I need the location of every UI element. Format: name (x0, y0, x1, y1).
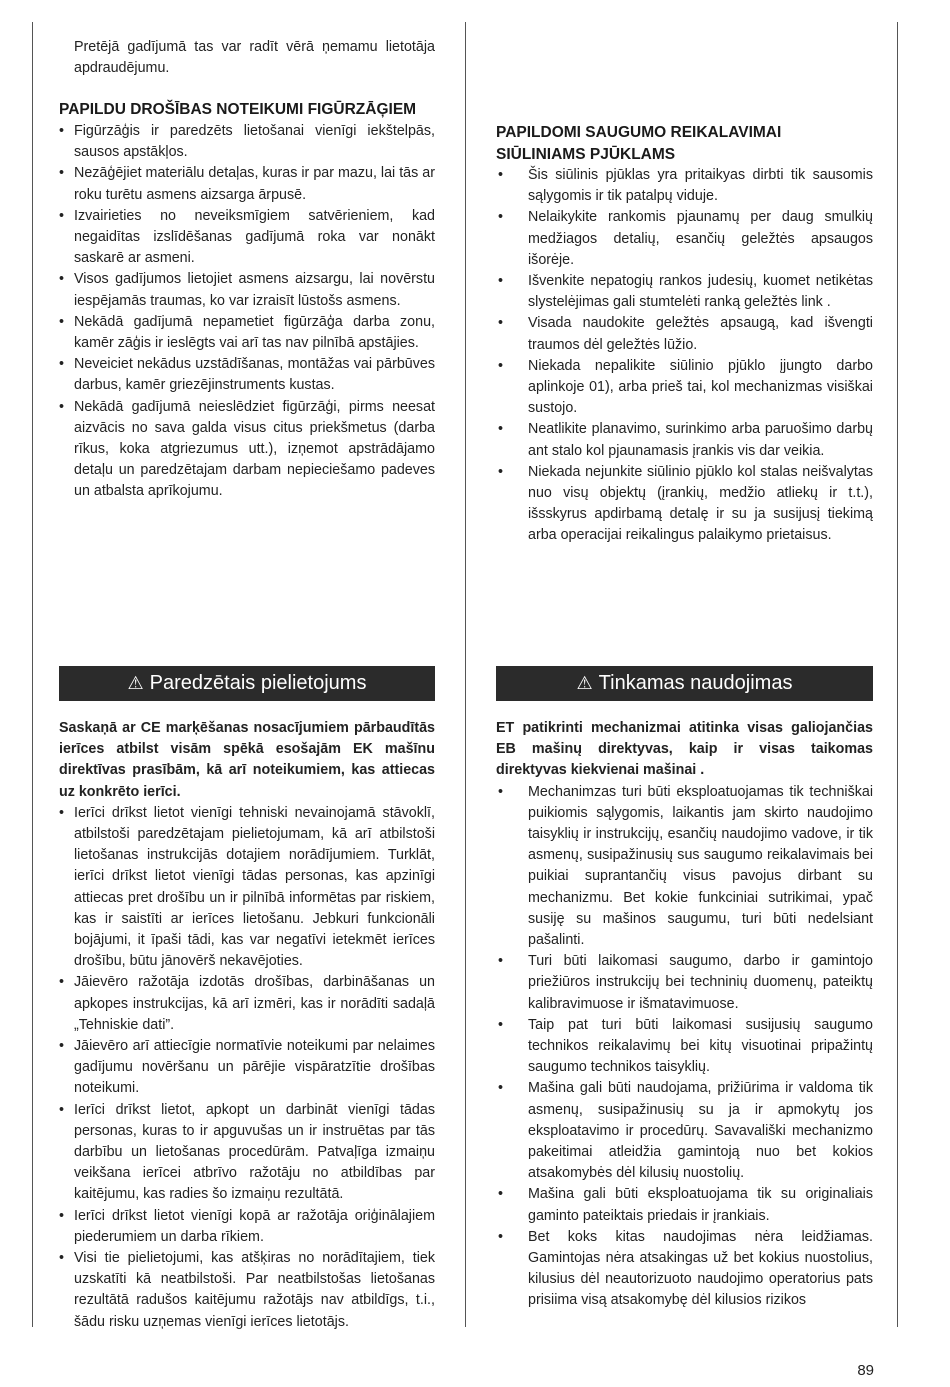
list-item: • Bet koks kitas naudojimas nėra leidžiamas. Gamintojas nėra atsakingas už bet kokius nuostolius, kilusius dėl neautorizuoto naudojimo operatorius pats prisiima visą atsakomybę dėl kilusios rizikos (498, 1228, 873, 1309)
list-item: • Nezāģējiet materiālu detaļas, kuras ir par mazu, lai tās ar roku turētu asmens aizsarga ārpusē. (59, 165, 435, 203)
list-item: • Išvenkite nepatogių rankos judesių, kuomet netikėtas slystelėjimas gali stumtelėti ranką geležtės link . (498, 273, 873, 311)
list-item: • Ierīci drīkst lietot vienīgi tehniski nevainojamā stāvoklī, atbilstoši paredzētajam pielietojumam, kā arī atbilstoši lietošanas instrukcijās dotajiem norādījumiem. Turklāt, ierīci drīkst lietot vienīgi tādas personas, kas apzinīgi attiecas pret drošību un ir pilnībā informētas par riskiem, kas ir saistīti ar ierīces lietošanu. Jebkuri funkcionāli bojājumi, it īpaši tādi, kas var negatīvi ietekmēt ierīces drošību, būtu jānovērš nekavējoties. (59, 804, 435, 970)
bullet-icon: • (498, 463, 504, 480)
page-number: 89 (857, 1362, 874, 1379)
bullet-icon: • (498, 273, 504, 290)
bullet-icon: • (498, 1080, 504, 1097)
list-item: • Nelaikykite rankomis pjaunamų per daug smulkių medžiagos detalių, esančių geležtės apsaugos išorėje. (498, 209, 873, 268)
lead-paragraph-lv: Saskaņā ar CE marķēšanas nosacījumiem pārbaudītās ierīces atbilst visām spēkā esošajām EK mašīnu direktīvas prasībām, kā arī noteikumiem, kas attiecas uz konkrēto ierīci. (59, 720, 435, 800)
bullet-icon: • (59, 207, 65, 224)
usage-bullet-list-lt (496, 782, 873, 1312)
safety-bullet-list-lt (496, 165, 873, 547)
list-item: • Visada naudokite geležtės apsaugą, kad išvengti traumos dėl geležtės lūžio. (498, 315, 873, 353)
list-item: • Niekada nejunkite siūlinio pjūklo kol stalas neišvalytas nuo visų objektų (įrankių, medžio atliekų ir t.t.), išsskyrus apdirbamą detalę ir su ja susijusį tiekimą arba operacijai reikalingus palaikymo prietaisus. (498, 463, 873, 544)
bullet-icon: • (498, 1228, 504, 1245)
right-margin-line (897, 22, 898, 1327)
bullet-icon: • (498, 357, 504, 374)
section-bar-intended-use-lv (59, 666, 435, 701)
list-item: • Jāievēro ražotāja izdotās drošības, darbināšanas un apkopes instrukcijas, kā arī izmēri, kas ir norādīti sadaļā „Tehniskie dati”. (59, 974, 435, 1033)
bullet-icon: • (59, 313, 65, 330)
bullet-icon: • (498, 421, 504, 438)
list-item: • Ierīci drīkst lietot, apkopt un darbināt vienīgi tādas personas, kuras to ir apguvušas un ir instruētas par tās darbību un lietošanas procedūrām. Patvaļīga izmaiņu veikšana ierīcei atbrīvo ražotāju no atbildības par kaitējumu, kas radies šo izmaiņu rezultātā. (59, 1101, 435, 1203)
list-item: • Mašina gali būti naudojama, prižiūrima ir valdoma tik asmenų, susipažinusių su ja ir apmokytų jos eksploatavimo ir procedūrų. Savavališki mechanizmo pakeitimai atleidžia gamintoją nuo bet kokios atsakomybės dėl kilusių nuostolių. (498, 1080, 873, 1182)
bullet-icon: • (498, 1186, 504, 1203)
section-heading-lv: PAPILDU DROŠĪBAS NOTEIKUMI FIGŪRZĀĢIEM (59, 101, 417, 119)
list-item: • Izvairieties no neveiksmīgiem satvērieniem, kad negaidītas izslīdēšanas gadījumā roka var nonākt saskarē ar asmeni. (59, 207, 435, 267)
list-item: • Visos gadījumos lietojiet asmens aizsargu, lai novērstu iespējamās traumas, ko var izraisīt lūstošs asmens. (59, 271, 435, 309)
section-bar-title: Paredzētais pielietojums (149, 672, 367, 694)
right-bottom-section (496, 718, 873, 1312)
bullet-icon: • (59, 1101, 65, 1118)
list-item: • Neveiciet nekādus uzstādīšanas, montāžas vai pārbūves darbus, kamēr griezējinstruments kustas. (59, 356, 435, 394)
bullet-icon: • (59, 974, 65, 991)
bullet-icon: • (498, 315, 504, 332)
bullet-icon: • (498, 783, 504, 800)
bullet-icon: • (498, 953, 504, 970)
list-item: • Mašina gali būti eksploatuojama tik su originaliais gaminto pateiktais priedais ir įrankiais. (498, 1186, 873, 1224)
left-top-section (59, 37, 435, 503)
section-bar-title: Tinkamas naudojimas (598, 672, 793, 694)
list-item: • Taip pat turi būti laikomasi susijusių saugumo technikos reikalavimų bei kitų visuotinai pripažintų saugumo technikos taisyklių. (498, 1016, 873, 1076)
safety-bullet-list-lv (59, 121, 435, 503)
bullet-icon: • (498, 209, 504, 226)
bullet-icon: • (59, 271, 65, 288)
list-item: • Ierīci drīkst lietot vienīgi kopā ar ražotāja oriģinālajiem piederumiem un darba rīkiem. (59, 1207, 435, 1245)
left-bottom-section (59, 718, 435, 1333)
section-heading-lt: PAPILDOMI SAUGUMO REIKALAVIMAI SIŪLINIAMS PJŪKLAMS (496, 124, 782, 163)
list-item: • Neatlikite planavimo, surinkimo arba paruošimo darbų ant stalo kol pjaunamasis įrankis vis dar veikia. (498, 421, 873, 459)
list-item: • Visi tie pielietojumi, kas atšķiras no norādītajiem, tiek uzskatīti kā neatbilstoši. Par neatbilstošas lietošanas rezultātā radušos kaitējumu ražotājs nav atbildīgs, t.i., šādu risku uzņemas vienīgi ierīces lietotājs. (59, 1250, 435, 1330)
bullet-icon: • (59, 1207, 65, 1224)
bullet-icon: • (59, 165, 65, 182)
usage-bullet-list-lv (59, 803, 435, 1333)
right-top-section (496, 122, 873, 547)
list-item: • Nekādā gadījumā nepametiet figūrzāģa darba zonu, kamēr zāģis ir ieslēgts vai arī tas nav pilnībā apstājies. (59, 313, 435, 351)
bullet-icon: • (59, 1250, 65, 1267)
warning-triangle-icon: ⚠ (127, 673, 144, 693)
bullet-icon: • (59, 804, 65, 821)
lead-paragraph-lt: ET patikrinti mechanizmai atitinka visas galiojančias EB mašinų direktyvas, kaip ir visas taikomas direktyvas kiekvienai mašinai . (496, 720, 873, 779)
bullet-icon: • (59, 122, 65, 139)
list-item: • Figūrzāģis ir paredzēts lietošanai vienīgi iekštelpās, sausos apstākļos. (59, 122, 435, 161)
section-bar-intended-use-lt (496, 666, 873, 701)
bullet-icon: • (59, 1038, 65, 1055)
warning-triangle-icon: ⚠ (576, 673, 593, 693)
list-item: • Niekada nepalikite siūlinio pjūklo įjungto darbo aplinkoje 01), arba prieš tai, kol mechanizmas visiškai sustojo. (498, 357, 873, 417)
bullet-icon: • (59, 356, 65, 373)
continuation-text: Pretējā gadījumā tas var radīt vērā ņemamu lietotāja apdraudējumu. (74, 39, 435, 77)
bullet-icon: • (498, 1016, 504, 1033)
center-divider-line (465, 22, 466, 1327)
bullet-icon: • (59, 398, 65, 415)
list-item: • Turi būti laikomasi saugumo, darbo ir gamintojo priežiūros instrukcijų bei techninių duomenų, pateiktų kalibravimuose ir išmatavimuose. (498, 953, 873, 1012)
list-item: • Mechanimzas turi būti eksploatuojamas tik techniškai puikiomis sąlygomis, laikantis jam skirto naudojimo taisyklių ir instrukcijų, esančių naudojimo vadove, ir tik asmenų, susipažinusių sus saugumo reikalavimais bei puikiai suprantančių visus pavojus dirbant su mechanizmu. Bet kokie funkciniai sutrikimai, ypač susiję su mašinos saugumu, turi būti nedelsiant pašalinti. (498, 783, 873, 949)
list-item: • Šis siūlinis pjūklas yra pritaikyas dirbti tik sausomis sąlygomis ir tik patalpų viduje. (498, 167, 873, 205)
bullet-icon: • (498, 167, 504, 183)
left-margin-line (32, 22, 33, 1327)
list-item: • Nekādā gadījumā neieslēdziet figūrzāģi, pirms neesat aizvācis no sava galda visus citus priekšmetus (darba rīkus, koka atgriezumus utt.), izņemot apstrādājamo detaļu un paredzētajam darbam nepieciešamo padeves un atbalsta aprīkojumu. (59, 398, 435, 500)
list-item: • Jāievēro arī attiecīgie normatīvie noteikumi par nelaimes gadījumu novēršanu un pārējie vispāratzītie drošības noteikumi. (59, 1038, 435, 1097)
